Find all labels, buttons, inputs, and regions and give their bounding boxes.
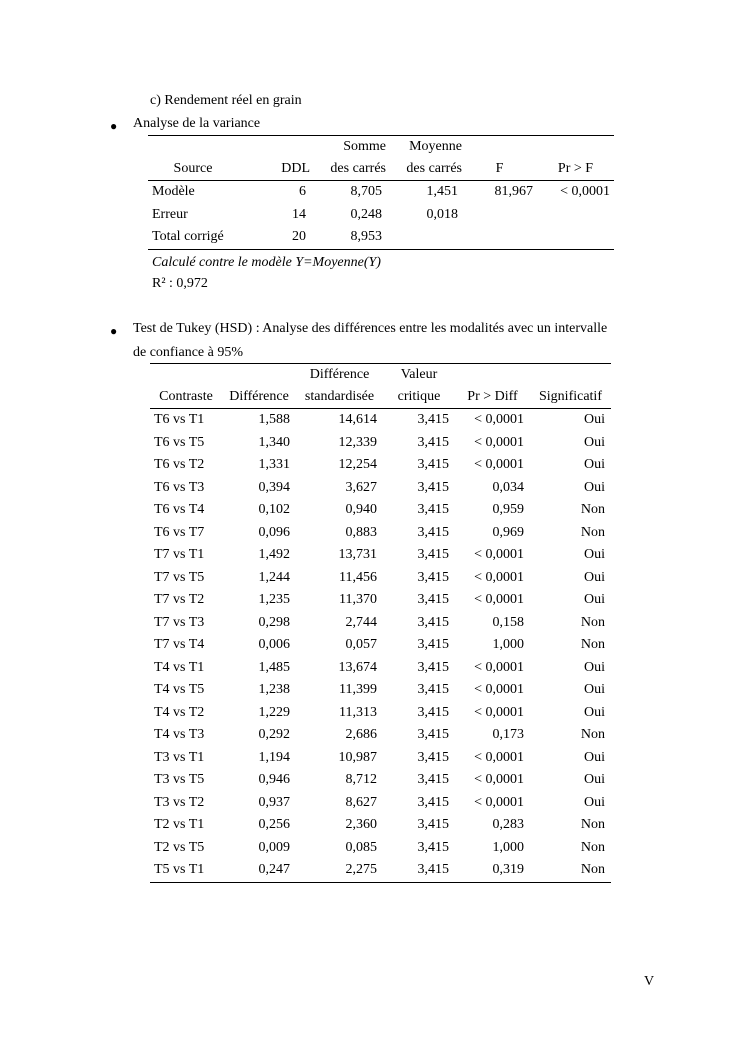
tukey-row (150, 612, 611, 635)
tukey-row-cell: < 0,0001 (474, 704, 524, 720)
tukey-row-cell: 3,415 (417, 794, 449, 810)
anova-header-cell: Source (148, 158, 238, 181)
tukey-row-cell: 2,360 (345, 817, 377, 833)
tukey-row-cell: 3,415 (417, 569, 449, 585)
tukey-row (150, 724, 611, 747)
anova-header-cell (238, 136, 310, 159)
tukey-row-cell: 11,456 (339, 569, 377, 585)
tukey-header-cell (530, 364, 611, 387)
tukey-row-cell: Non (580, 524, 605, 540)
anova-row-cell: 6 (299, 184, 306, 200)
tukey-row (150, 837, 611, 860)
tukey-header-row-top (150, 364, 611, 387)
anova-note: Calculé contre le modèle Y=Moyenne(Y) (152, 255, 381, 270)
tukey-row-cell: T6 vs T2 (154, 457, 205, 473)
tukey-row-cell: < 0,0001 (474, 569, 524, 585)
tukey-row-cell: Oui (584, 794, 605, 810)
tukey-row (150, 814, 611, 837)
tukey-row-cell: T6 vs T4 (154, 502, 205, 518)
tukey-header-cell: Différence (296, 364, 383, 387)
tukey-row-cell: 3,415 (417, 592, 449, 608)
tukey-row-cell: 3,415 (417, 839, 449, 855)
tukey-row-cell: 3,415 (417, 434, 449, 450)
tukey-row-cell: Non (580, 614, 605, 630)
tukey-row (150, 634, 611, 657)
tukey-row-cell: 0,883 (345, 524, 377, 540)
tukey-row-cell: T6 vs T1 (154, 412, 205, 428)
tukey-row-cell: 0,292 (258, 727, 290, 743)
anova-header-cell: des carrés (386, 158, 462, 181)
r-squared: R² : 0,972 (152, 276, 208, 291)
tukey-row-cell: 12,339 (338, 434, 377, 450)
anova-header-cell (537, 136, 614, 159)
tukey-row-cell: Non (530, 859, 611, 882)
tukey-row-cell: < 0,0001 (474, 412, 524, 428)
tukey-row-cell: Oui (584, 569, 605, 585)
tukey-row-cell: 0,102 (258, 502, 290, 518)
tukey-row-cell: 8,627 (345, 794, 377, 810)
tukey-label-line2: de confiance à 95% (133, 345, 243, 360)
tukey-header-cell: Significatif (530, 386, 611, 409)
tukey-row-cell: < 0,0001 (474, 794, 524, 810)
tukey-row-cell: 0,034 (492, 479, 524, 495)
tukey-row-cell: 3,415 (417, 772, 449, 788)
tukey-row-cell: T7 vs T5 (154, 569, 205, 585)
tukey-row-cell: 8,712 (345, 772, 377, 788)
tukey-row-cell: < 0,0001 (474, 592, 524, 608)
anova-row-cell: 81,967 (494, 184, 533, 200)
tukey-header-cell: standardisée (296, 386, 383, 409)
tukey-row-cell: 1,194 (258, 749, 290, 765)
anova-header-cell (148, 136, 238, 159)
tukey-row-cell: 1,331 (258, 457, 290, 473)
tukey-row-cell: Oui (584, 592, 605, 608)
tukey-row-cell: 3,415 (417, 614, 449, 630)
anova-row-cell (386, 226, 462, 249)
tukey-row (150, 657, 611, 680)
anova-header-cell: Moyenne (386, 136, 462, 159)
anova-row-cell: 0,248 (350, 206, 382, 222)
tukey-row-cell: < 0,0001 (474, 749, 524, 765)
tukey-row-cell: T7 vs T4 (154, 637, 205, 653)
tukey-row-cell: 3,415 (383, 859, 455, 882)
anova-row-cell: 0,018 (426, 206, 458, 222)
bullet-dot-icon: ● (110, 119, 118, 133)
tukey-row-cell: Non (580, 839, 605, 855)
tukey-row-cell: Oui (584, 772, 605, 788)
tukey-row (150, 769, 611, 792)
anova-row-cell: < 0,0001 (560, 184, 610, 200)
tukey-row-cell: 13,674 (338, 659, 377, 675)
anova-header-cell (462, 136, 537, 159)
tukey-row (150, 454, 611, 477)
tukey-row-cell: T4 vs T1 (154, 659, 205, 675)
tukey-row (150, 432, 611, 455)
tukey-row-cell: Oui (584, 479, 605, 495)
tukey-row-cell: 0,009 (258, 839, 290, 855)
tukey-header-cell (222, 364, 296, 387)
anova-row-cell: Erreur (152, 206, 188, 222)
tukey-row-cell: 1,485 (258, 659, 290, 675)
tukey-row-cell: 0,298 (258, 614, 290, 630)
tukey-row-cell: < 0,0001 (474, 682, 524, 698)
tukey-row-cell: 0,057 (345, 637, 377, 653)
tukey-row-cell: T4 vs T3 (154, 727, 205, 743)
tukey-row-cell: 0,085 (345, 839, 377, 855)
tukey-row (150, 499, 611, 522)
tukey-row-cell: 3,415 (417, 547, 449, 563)
anova-row-cell: 8,705 (350, 184, 382, 200)
tukey-label-line1: Test de Tukey (HSD) : Analyse des différences entre les modalités avec un intervalle (133, 321, 608, 336)
anova-row-cell: 20 (238, 226, 310, 249)
tukey-row-cell: 0,940 (345, 502, 377, 518)
tukey-header-cell (455, 364, 530, 387)
tukey-row-cell: 11,399 (339, 682, 377, 698)
anova-header-cell: des carrés (310, 158, 386, 181)
tukey-row-cell: 0,283 (492, 817, 524, 833)
tukey-row-cell: T2 vs T5 (154, 839, 205, 855)
tukey-row-cell: 0,173 (492, 727, 524, 743)
page-number: V (644, 974, 655, 989)
tukey-row-cell: 1,000 (492, 839, 524, 855)
tukey-row-cell: 1,244 (258, 569, 290, 585)
tukey-header-row-bottom (150, 386, 611, 409)
tukey-row-cell: 1,492 (258, 547, 290, 563)
tukey-row (150, 409, 611, 432)
tukey-row (150, 792, 611, 815)
tukey-row-cell: 1,229 (258, 704, 290, 720)
section-title: c) Rendement réel en grain (150, 93, 302, 108)
tukey-row (150, 859, 611, 882)
tukey-header-cell: critique (383, 386, 455, 409)
tukey-row-cell: T7 vs T1 (154, 547, 205, 563)
tukey-row-cell: T7 vs T3 (154, 614, 205, 630)
tukey-row-cell: 3,415 (417, 749, 449, 765)
tukey-row-cell: Non (580, 502, 605, 518)
tukey-row-cell: 14,614 (338, 412, 377, 428)
tukey-header-cell: Contraste (150, 386, 222, 409)
tukey-row (150, 522, 611, 545)
anova-row-cell (462, 204, 537, 227)
tukey-row-cell: T4 vs T5 (154, 682, 205, 698)
tukey-row-cell: 0,006 (258, 637, 290, 653)
tukey-row-cell: 0,937 (258, 794, 290, 810)
tukey-row-cell: 13,731 (338, 547, 377, 563)
tukey-row (150, 679, 611, 702)
tukey-row-cell: 3,415 (417, 524, 449, 540)
anova-row (148, 204, 614, 227)
tukey-row-cell: 0,256 (258, 817, 290, 833)
tukey-row-cell: Non (580, 817, 605, 833)
tukey-row (150, 702, 611, 725)
tukey-header-cell: Pr > Diff (455, 386, 530, 409)
tukey-row-cell: 0,969 (492, 524, 524, 540)
anova-table (148, 135, 614, 250)
tukey-row-cell: 3,415 (417, 479, 449, 495)
tukey-row-cell: 10,987 (338, 749, 377, 765)
tukey-row-cell: Oui (584, 547, 605, 563)
tukey-row-cell: 12,254 (338, 457, 377, 473)
tukey-row-cell: 3,415 (417, 412, 449, 428)
tukey-row-cell: 2,275 (296, 859, 383, 882)
tukey-row-cell: T2 vs T1 (154, 817, 205, 833)
tukey-row-cell: T3 vs T2 (154, 794, 205, 810)
tukey-row-cell: T6 vs T5 (154, 434, 205, 450)
tukey-row-cell: 2,686 (345, 727, 377, 743)
tukey-row-cell: 1,340 (258, 434, 290, 450)
tukey-header-cell: Valeur (383, 364, 455, 387)
anova-header-row-top (148, 136, 614, 159)
tukey-row-cell: Non (580, 727, 605, 743)
anova-row-cell: 14 (292, 206, 306, 222)
tukey-row-cell: < 0,0001 (474, 434, 524, 450)
tukey-row-cell: Oui (584, 457, 605, 473)
tukey-table (150, 363, 611, 883)
tukey-row-cell: < 0,0001 (474, 457, 524, 473)
anova-row-cell: 8,953 (310, 226, 386, 249)
tukey-row-cell: T4 vs T2 (154, 704, 205, 720)
tukey-row (150, 477, 611, 500)
tukey-row-cell: 3,415 (417, 727, 449, 743)
tukey-row-cell: T3 vs T5 (154, 772, 205, 788)
tukey-row-cell: 1,235 (258, 592, 290, 608)
tukey-row-cell: Oui (584, 682, 605, 698)
tukey-row-cell: 0,096 (258, 524, 290, 540)
anova-row-cell (537, 204, 614, 227)
tukey-row-cell: T6 vs T3 (154, 479, 205, 495)
tukey-row-cell: 0,247 (222, 859, 296, 882)
anova-header-cell: F (462, 158, 537, 181)
tukey-row-cell: 3,415 (417, 682, 449, 698)
tukey-row-cell: 3,415 (417, 704, 449, 720)
tukey-row-cell: T5 vs T1 (150, 859, 222, 882)
tukey-row-cell: T7 vs T2 (154, 592, 205, 608)
bullet-dot-icon: ● (110, 324, 118, 338)
anova-header-cell: DDL (238, 158, 310, 181)
anova-header-cell: Pr > F (537, 158, 614, 181)
tukey-header-cell: Différence (222, 386, 296, 409)
tukey-row-cell: 0,158 (492, 614, 524, 630)
tukey-row (150, 544, 611, 567)
anova-label: Analyse de la variance (133, 116, 261, 131)
tukey-row-cell: Non (580, 637, 605, 653)
tukey-row-cell: 0,959 (492, 502, 524, 518)
tukey-row-cell: 2,744 (345, 614, 377, 630)
anova-row-cell: Total corrigé (148, 226, 238, 249)
tukey-row-cell: Oui (584, 434, 605, 450)
anova-header-row-bottom (148, 158, 614, 181)
tukey-row-cell: < 0,0001 (474, 772, 524, 788)
tukey-row-cell: 3,627 (345, 479, 377, 495)
tukey-row-cell: < 0,0001 (474, 547, 524, 563)
tukey-row (150, 567, 611, 590)
tukey-row-cell: < 0,0001 (474, 659, 524, 675)
tukey-row-cell: T6 vs T7 (154, 524, 205, 540)
anova-row-cell: Modèle (152, 184, 195, 200)
tukey-row-cell: 11,370 (339, 592, 377, 608)
tukey-row-cell: 3,415 (417, 502, 449, 518)
tukey-row-cell: 3,415 (417, 457, 449, 473)
tukey-header-cell (150, 364, 222, 387)
tukey-row-cell: 0,319 (455, 859, 530, 882)
tukey-row-cell: T3 vs T1 (154, 749, 205, 765)
tukey-row-cell: 3,415 (417, 637, 449, 653)
tukey-row-cell: 1,588 (258, 412, 290, 428)
anova-row (148, 226, 614, 249)
tukey-row-cell: 1,000 (492, 637, 524, 653)
tukey-row-cell: 0,394 (258, 479, 290, 495)
tukey-row-cell: 1,238 (258, 682, 290, 698)
tukey-row-cell: Oui (584, 704, 605, 720)
tukey-row-cell: Oui (584, 412, 605, 428)
tukey-row-cell: Oui (584, 659, 605, 675)
tukey-row-cell: 0,946 (258, 772, 290, 788)
tukey-row-cell: Oui (584, 749, 605, 765)
tukey-row (150, 747, 611, 770)
anova-row (148, 181, 614, 204)
tukey-row-cell: 3,415 (417, 817, 449, 833)
tukey-row (150, 589, 611, 612)
tukey-row-cell: 3,415 (417, 659, 449, 675)
anova-row-cell: 1,451 (426, 184, 458, 200)
anova-header-cell: Somme (310, 136, 386, 159)
tukey-row-cell: 11,313 (339, 704, 377, 720)
anova-row-cell (537, 226, 614, 249)
anova-row-cell (462, 226, 537, 249)
